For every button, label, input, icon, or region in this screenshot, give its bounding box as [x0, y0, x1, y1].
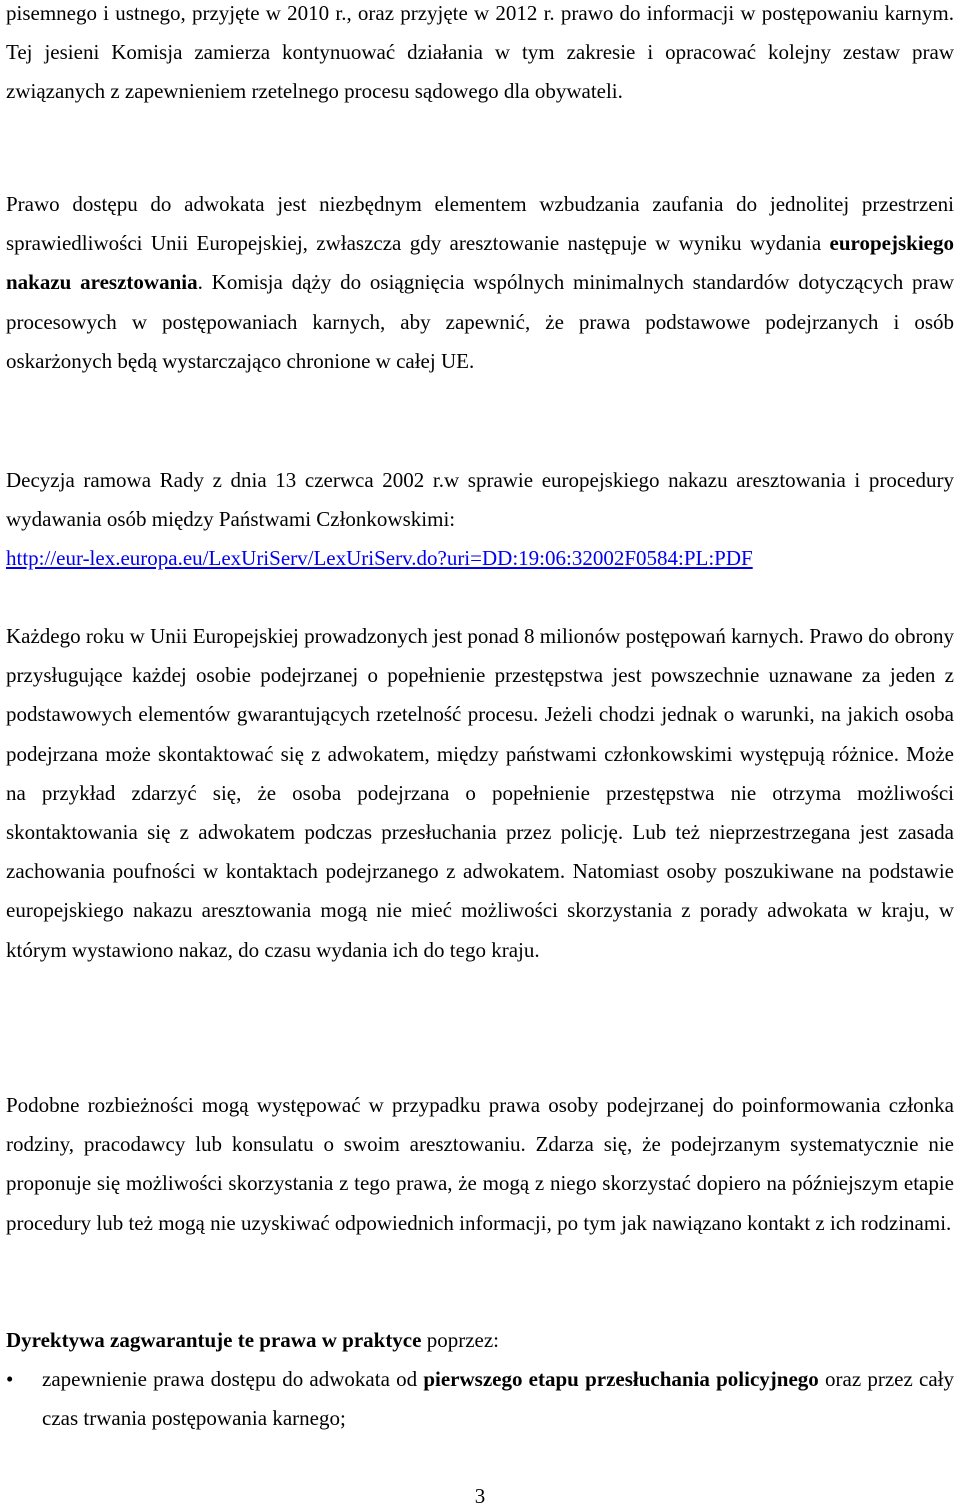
- list-item-text: [42, 1360, 954, 1438]
- paragraph-directive-heading: [6, 1321, 954, 1360]
- paragraph-text: Podobne rozbieżności mogą występować w przypadku prawa osoby podejrzanej do poinformowania członka rodziny, pracodawcy lub konsulatu o swoim aresztowaniu. Zdarza się, że podejrzanym systematycznie nie proponuje się możliwości skorzystania z tego prawa, że mogą z niego skorzystać dopiero na późniejszym etapie procedury lub też mogą nie uzyskiwać odpowiednich informacji, po tym jak nawiązano kontakt z ich rodzinami.: [6, 1093, 954, 1235]
- paragraph-text: Prawo dostępu do adwokata jest niezbędnym elementem wzbudzania zaufania do jednolitej przestrzeni sprawiedliwości Unii Europejskiej, zwłaszcza gdy aresztowanie następuje w wyniku wydania: [6, 192, 954, 256]
- list-item: [6, 1360, 954, 1438]
- paragraph-criminal-proceedings: [6, 617, 954, 970]
- eur-lex-link[interactable]: http://eur-lex.europa.eu/LexUriServ/LexUriServ.do?uri=DD:19:06:32002F0584:PL:PDF: [6, 546, 753, 571]
- paragraph-disparities: [6, 1086, 954, 1243]
- paragraph-text: zapewnienie prawa dostępu do adwokata od: [42, 1367, 424, 1391]
- paragraph-text: pisemnego i ustnego, przyjęte w 2010 r., oraz przyjęte w 2012 r. prawo do informacji w postępowaniu karnym. Tej jesieni Komisja zamierza kontynuować działania w tym zakresie i opracować kolejny zestaw praw związanych z zapewnieniem rzetelnego procesu sądowego dla obywateli.: [6, 1, 954, 104]
- paragraph-text: oraz przez cały czas trwania postępowania karnego;: [42, 1367, 955, 1431]
- bullet-icon: •: [6, 1367, 14, 1391]
- bullet-list: [6, 1360, 954, 1438]
- paragraph-text: . Komisja dąży do osiągnięcia wspólnych minimalnych standardów dotyczących praw procesowych w postępowaniach karnych, aby zapewnić, że prawa podstawowe podejrzanych i osób oskarżonych będą wystarczająco chronione w całej UE.: [6, 270, 954, 373]
- paragraph-rights-intro: [6, 0, 954, 112]
- paragraph-framework-decision: [6, 461, 954, 579]
- bold-directive: Dyrektywa zagwarantuje te prawa w praktyce: [6, 1328, 422, 1352]
- page-number: 3: [474, 1484, 486, 1508]
- paragraph-text: Decyzja ramowa Rady z dnia 13 czerwca 2002 r.w sprawie europejskiego nakazu aresztowania i procedury wydawania osób między Państwami Członkowskimi:: [6, 468, 954, 532]
- paragraph-text: poprzez:: [421, 1328, 499, 1352]
- bold-first-interrogation: pierwszego etapu przesłuchania policyjnego: [423, 1367, 819, 1391]
- paragraph-text: Każdego roku w Unii Europejskiej prowadzonych jest ponad 8 milionów postępowań karnych. Prawo do obrony przysługujące każdej osobie podejrzanej o popełnienie przestępstwa jest powszechnie uznawane za jeden z podstawowych elementów gwarantujących rzetelność procesu. Jeżeli chodzi jednak o warunki, na jakich osoba podejrzana może skontaktować się z adwokatem, między państwami członkowskimi występują różnice. Może na przykład zdarzyć się, że osoba podejrzana o popełnienie przestępstwa nie otrzyma możliwości skontaktowania się z adwokatem podczas przesłuchania przez policję. Lub też nieprzestrzegana jest zasada zachowania poufności w kontaktach podejrzanego z adwokatem. Natomiast osoby poszukiwane na podstawie europejskiego nakazu aresztowania mogą nie mieć możliwości skorzystania z porady adwokata w kraju, w którym wystawiono nakaz, do czasu wydania ich do tego kraju.: [6, 624, 954, 962]
- bold-term-eaw: europejskiego nakazu aresztowania: [6, 231, 954, 295]
- paragraph-access-to-lawyer: [6, 185, 954, 381]
